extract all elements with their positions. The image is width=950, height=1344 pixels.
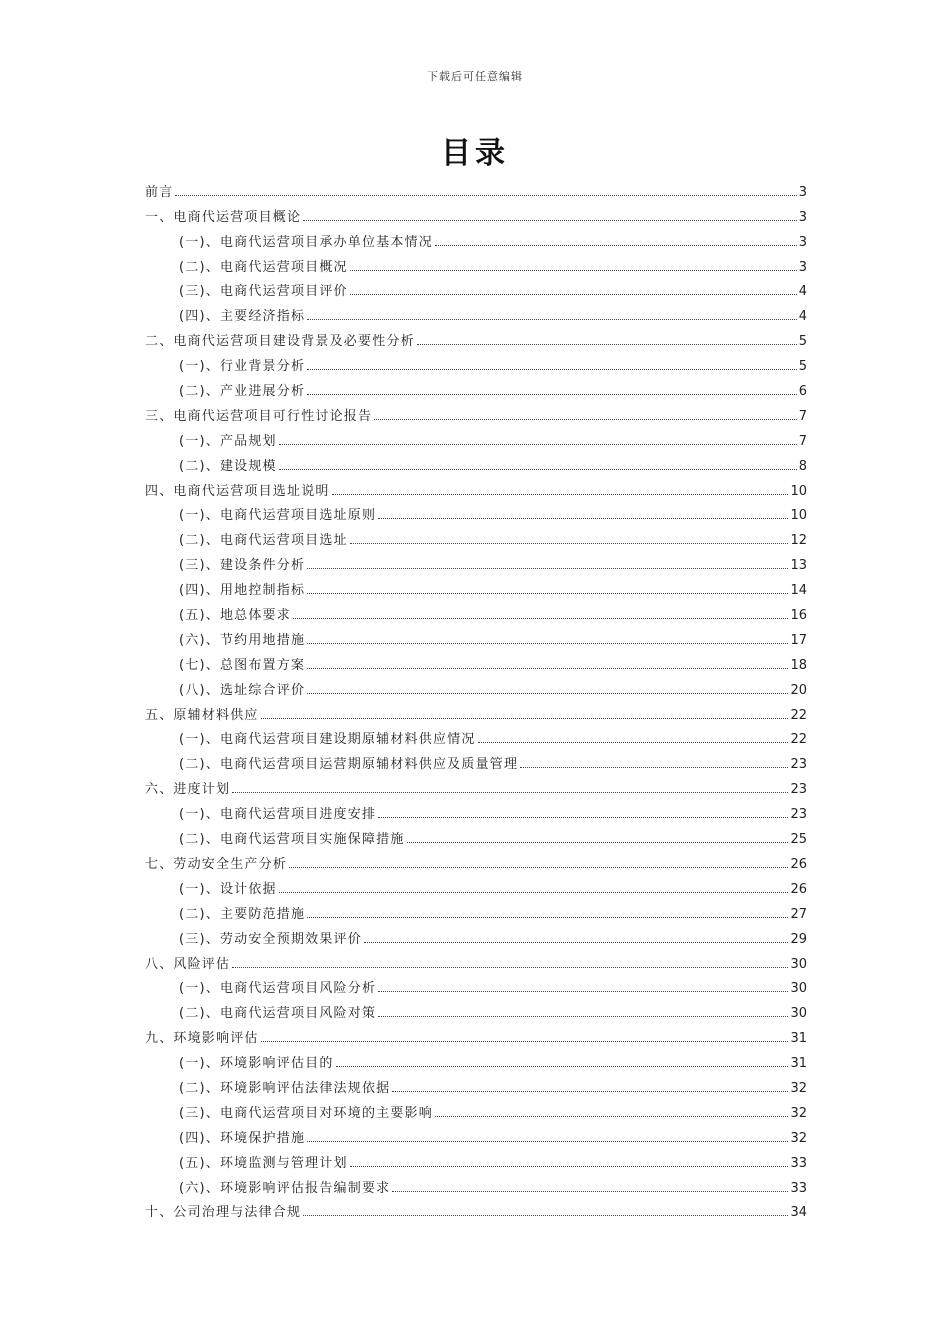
toc-dot-leader	[336, 1066, 789, 1067]
toc-entry-label: (二)、电商代运营项目实施保障措施	[179, 832, 405, 848]
toc-dot-leader	[378, 991, 788, 992]
toc-entry-label: 一、电商代运营项目概论	[145, 209, 302, 225]
toc-entry-page-number: 23	[790, 757, 807, 773]
toc-dot-leader	[279, 892, 789, 893]
toc-entry-label: 前言	[145, 184, 174, 200]
toc-entry[interactable]	[145, 598, 807, 623]
toc-dot-leader	[435, 245, 797, 246]
toc-dot-leader	[307, 1141, 788, 1142]
toc-entry-label: (二)、电商代运营项目风险对策	[179, 1006, 377, 1022]
toc-entry[interactable]	[145, 872, 807, 897]
toc-entry[interactable]	[145, 200, 807, 225]
toc-entry[interactable]	[145, 175, 807, 200]
toc-entry-label: (二)、主要防范措施	[179, 906, 306, 922]
toc-entry-page-number: 27	[790, 906, 807, 922]
toc-entry-page-number: 30	[790, 956, 807, 972]
toc-entry-label: (四)、主要经济指标	[179, 309, 306, 325]
toc-dot-leader	[350, 270, 797, 271]
toc-entry-label: (一)、电商代运营项目进度安排	[179, 807, 377, 823]
toc-title: 目录	[441, 136, 509, 171]
toc-dot-leader	[232, 967, 788, 968]
toc-dot-leader	[350, 294, 797, 295]
toc-dot-leader	[307, 917, 788, 918]
toc-entry-label: 九、环境影响评估	[145, 1031, 259, 1047]
toc-dot-leader	[350, 543, 789, 544]
toc-entry[interactable]	[145, 573, 807, 598]
toc-entry-label: 五、原辅材料供应	[145, 707, 259, 723]
toc-dot-leader	[307, 369, 797, 370]
toc-entry[interactable]	[145, 772, 807, 797]
toc-entry-page-number: 30	[790, 1006, 807, 1022]
toc-dot-leader	[520, 767, 788, 768]
toc-entry[interactable]	[145, 723, 807, 748]
toc-entry[interactable]	[145, 349, 807, 374]
toc-entry-page-number: 12	[790, 533, 807, 549]
toc-entry-label: (一)、产品规划	[179, 433, 277, 449]
toc-entry[interactable]	[145, 698, 807, 723]
toc-entry-label: (一)、电商代运营项目建设期原辅材料供应情况	[179, 732, 476, 748]
toc-dot-leader	[279, 469, 797, 470]
toc-dot-leader	[303, 1215, 788, 1216]
toc-entry[interactable]	[145, 225, 807, 250]
toc-entry-page-number: 31	[790, 1056, 807, 1072]
toc-entry[interactable]	[145, 648, 807, 673]
toc-entry-page-number: 10	[790, 483, 807, 499]
toc-entry-page-number: 23	[790, 807, 807, 823]
toc-entry-label: (一)、行业背景分析	[179, 359, 306, 375]
toc-entry-label: (一)、电商代运营项目承办单位基本情况	[179, 234, 433, 250]
toc-entry[interactable]	[145, 499, 807, 524]
toc-entry-page-number: 26	[790, 881, 807, 897]
toc-entry-label: (二)、环境影响评估法律法规依据	[179, 1080, 391, 1096]
toc-entry-label: (一)、环境影响评估目的	[179, 1056, 334, 1072]
toc-entry[interactable]	[145, 996, 807, 1021]
toc-entry[interactable]	[145, 548, 807, 573]
toc-entry-page-number: 6	[798, 384, 807, 400]
toc-dot-leader	[175, 195, 796, 196]
toc-dot-leader	[261, 718, 789, 719]
toc-entry[interactable]	[145, 1071, 807, 1096]
toc-entry-page-number: 23	[790, 782, 807, 798]
toc-entry-label: (六)、节约用地措施	[179, 632, 306, 648]
toc-entry-label: (六)、环境影响评估报告编制要求	[179, 1180, 391, 1196]
table-of-contents	[145, 175, 807, 1220]
toc-entry[interactable]	[145, 399, 807, 424]
toc-dot-leader	[407, 842, 789, 843]
toc-dot-leader	[307, 593, 788, 594]
toc-dot-leader	[392, 1191, 788, 1192]
toc-dot-leader	[417, 344, 797, 345]
toc-entry-label: 十、公司治理与法律合规	[145, 1205, 302, 1221]
toc-entry[interactable]	[145, 623, 807, 648]
toc-entry-page-number: 22	[790, 707, 807, 723]
toc-entry-page-number: 3	[798, 184, 807, 200]
toc-entry-label: (五)、环境监测与管理计划	[179, 1155, 348, 1171]
toc-entry-label: (三)、电商代运营项目评价	[179, 284, 348, 300]
toc-entry[interactable]	[145, 922, 807, 947]
toc-dot-leader	[374, 419, 797, 420]
toc-entry[interactable]	[145, 1046, 807, 1071]
toc-entry-page-number: 14	[790, 583, 807, 599]
toc-dot-leader	[307, 668, 788, 669]
page-header-note: 下载后可任意编辑	[427, 70, 523, 83]
toc-entry-page-number: 29	[790, 931, 807, 947]
toc-entry-page-number: 18	[790, 657, 807, 673]
toc-entry-page-number: 7	[798, 433, 807, 449]
toc-entry-label: 四、电商代运营项目选址说明	[145, 483, 330, 499]
toc-entry[interactable]	[145, 324, 807, 349]
toc-dot-leader	[279, 444, 797, 445]
toc-entry-label: 六、进度计划	[145, 782, 231, 798]
toc-entry-label: 八、风险评估	[145, 956, 231, 972]
toc-entry-page-number: 5	[798, 334, 807, 350]
toc-entry-page-number: 17	[790, 632, 807, 648]
toc-entry-page-number: 13	[790, 558, 807, 574]
toc-entry-page-number: 34	[790, 1205, 807, 1221]
toc-entry[interactable]	[145, 797, 807, 822]
toc-entry-page-number: 26	[790, 856, 807, 872]
toc-entry-page-number: 7	[798, 408, 807, 424]
toc-entry-page-number: 4	[798, 309, 807, 325]
toc-entry[interactable]	[145, 1121, 807, 1146]
toc-entry-page-number: 30	[790, 981, 807, 997]
toc-entry-label: (三)、劳动安全预期效果评价	[179, 931, 362, 947]
toc-entry-page-number: 3	[798, 234, 807, 250]
toc-entry-page-number: 3	[798, 209, 807, 225]
toc-dot-leader	[364, 942, 789, 943]
toc-entry-label: (三)、建设条件分析	[179, 558, 306, 574]
toc-dot-leader	[307, 643, 788, 644]
toc-dot-leader	[435, 1116, 789, 1117]
toc-entry[interactable]	[145, 972, 807, 997]
toc-dot-leader	[307, 319, 797, 320]
toc-entry[interactable]	[145, 747, 807, 772]
toc-dot-leader	[232, 792, 788, 793]
toc-dot-leader	[307, 693, 788, 694]
toc-entry[interactable]	[145, 673, 807, 698]
toc-entry-label: 三、电商代运营项目可行性讨论报告	[145, 408, 373, 424]
toc-dot-leader	[378, 817, 788, 818]
toc-entry[interactable]	[145, 449, 807, 474]
toc-entry-page-number: 32	[790, 1080, 807, 1096]
toc-entry[interactable]	[145, 1196, 807, 1221]
toc-dot-leader	[350, 1166, 789, 1167]
toc-dot-leader	[478, 742, 789, 743]
toc-entry-page-number: 32	[790, 1105, 807, 1121]
toc-entry-page-number: 10	[790, 508, 807, 524]
toc-entry-label: (二)、电商代运营项目运营期原辅材料供应及质量管理	[179, 757, 519, 773]
toc-entry-page-number: 16	[790, 608, 807, 624]
toc-entry[interactable]	[145, 299, 807, 324]
toc-entry-page-number: 25	[790, 832, 807, 848]
toc-entry[interactable]	[145, 275, 807, 300]
toc-entry-label: (一)、设计依据	[179, 881, 277, 897]
toc-entry-page-number: 32	[790, 1130, 807, 1146]
toc-entry[interactable]	[145, 1021, 807, 1046]
toc-entry-label: (二)、电商代运营项目概况	[179, 259, 348, 275]
toc-dot-leader	[289, 867, 788, 868]
toc-entry-label: (三)、电商代运营项目对环境的主要影响	[179, 1105, 433, 1121]
toc-entry-page-number: 31	[790, 1031, 807, 1047]
toc-dot-leader	[378, 1016, 788, 1017]
toc-entry-label: (五)、地总体要求	[179, 608, 291, 624]
toc-entry-label: (四)、用地控制指标	[179, 583, 306, 599]
toc-entry[interactable]	[145, 1171, 807, 1196]
toc-dot-leader	[307, 568, 788, 569]
toc-entry-label: (二)、建设规模	[179, 458, 277, 474]
toc-entry-page-number: 33	[790, 1155, 807, 1171]
toc-entry-label: 二、电商代运营项目建设背景及必要性分析	[145, 334, 415, 350]
toc-entry-label: 七、劳动安全生产分析	[145, 856, 288, 872]
toc-entry-page-number: 33	[790, 1180, 807, 1196]
toc-entry-page-number: 22	[790, 732, 807, 748]
toc-entry-page-number: 5	[798, 359, 807, 375]
toc-dot-leader	[293, 618, 789, 619]
toc-entry-label: (四)、环境保护措施	[179, 1130, 306, 1146]
toc-entry[interactable]	[145, 822, 807, 847]
toc-entry[interactable]	[145, 250, 807, 275]
toc-entry[interactable]	[145, 947, 807, 972]
toc-entry[interactable]	[145, 897, 807, 922]
toc-dot-leader	[332, 494, 789, 495]
toc-entry-label: (二)、产业进展分析	[179, 384, 306, 400]
toc-dot-leader	[378, 518, 788, 519]
toc-entry-page-number: 8	[798, 458, 807, 474]
toc-entry-page-number: 3	[798, 259, 807, 275]
toc-entry[interactable]	[145, 1096, 807, 1121]
toc-entry-label: (一)、电商代运营项目风险分析	[179, 981, 377, 997]
toc-dot-leader	[303, 220, 797, 221]
toc-entry-page-number: 4	[798, 284, 807, 300]
toc-dot-leader	[261, 1041, 789, 1042]
toc-dot-leader	[307, 394, 797, 395]
toc-entry[interactable]	[145, 847, 807, 872]
toc-entry[interactable]	[145, 424, 807, 449]
toc-entry[interactable]	[145, 374, 807, 399]
toc-entry-label: (二)、电商代运营项目选址	[179, 533, 348, 549]
toc-entry-page-number: 20	[790, 682, 807, 698]
toc-entry-label: (一)、电商代运营项目选址原则	[179, 508, 377, 524]
toc-dot-leader	[392, 1091, 788, 1092]
toc-entry[interactable]	[145, 1146, 807, 1171]
toc-entry[interactable]	[145, 474, 807, 499]
toc-entry-label: (七)、总图布置方案	[179, 657, 306, 673]
toc-entry[interactable]	[145, 523, 807, 548]
toc-entry-label: (八)、选址综合评价	[179, 682, 306, 698]
